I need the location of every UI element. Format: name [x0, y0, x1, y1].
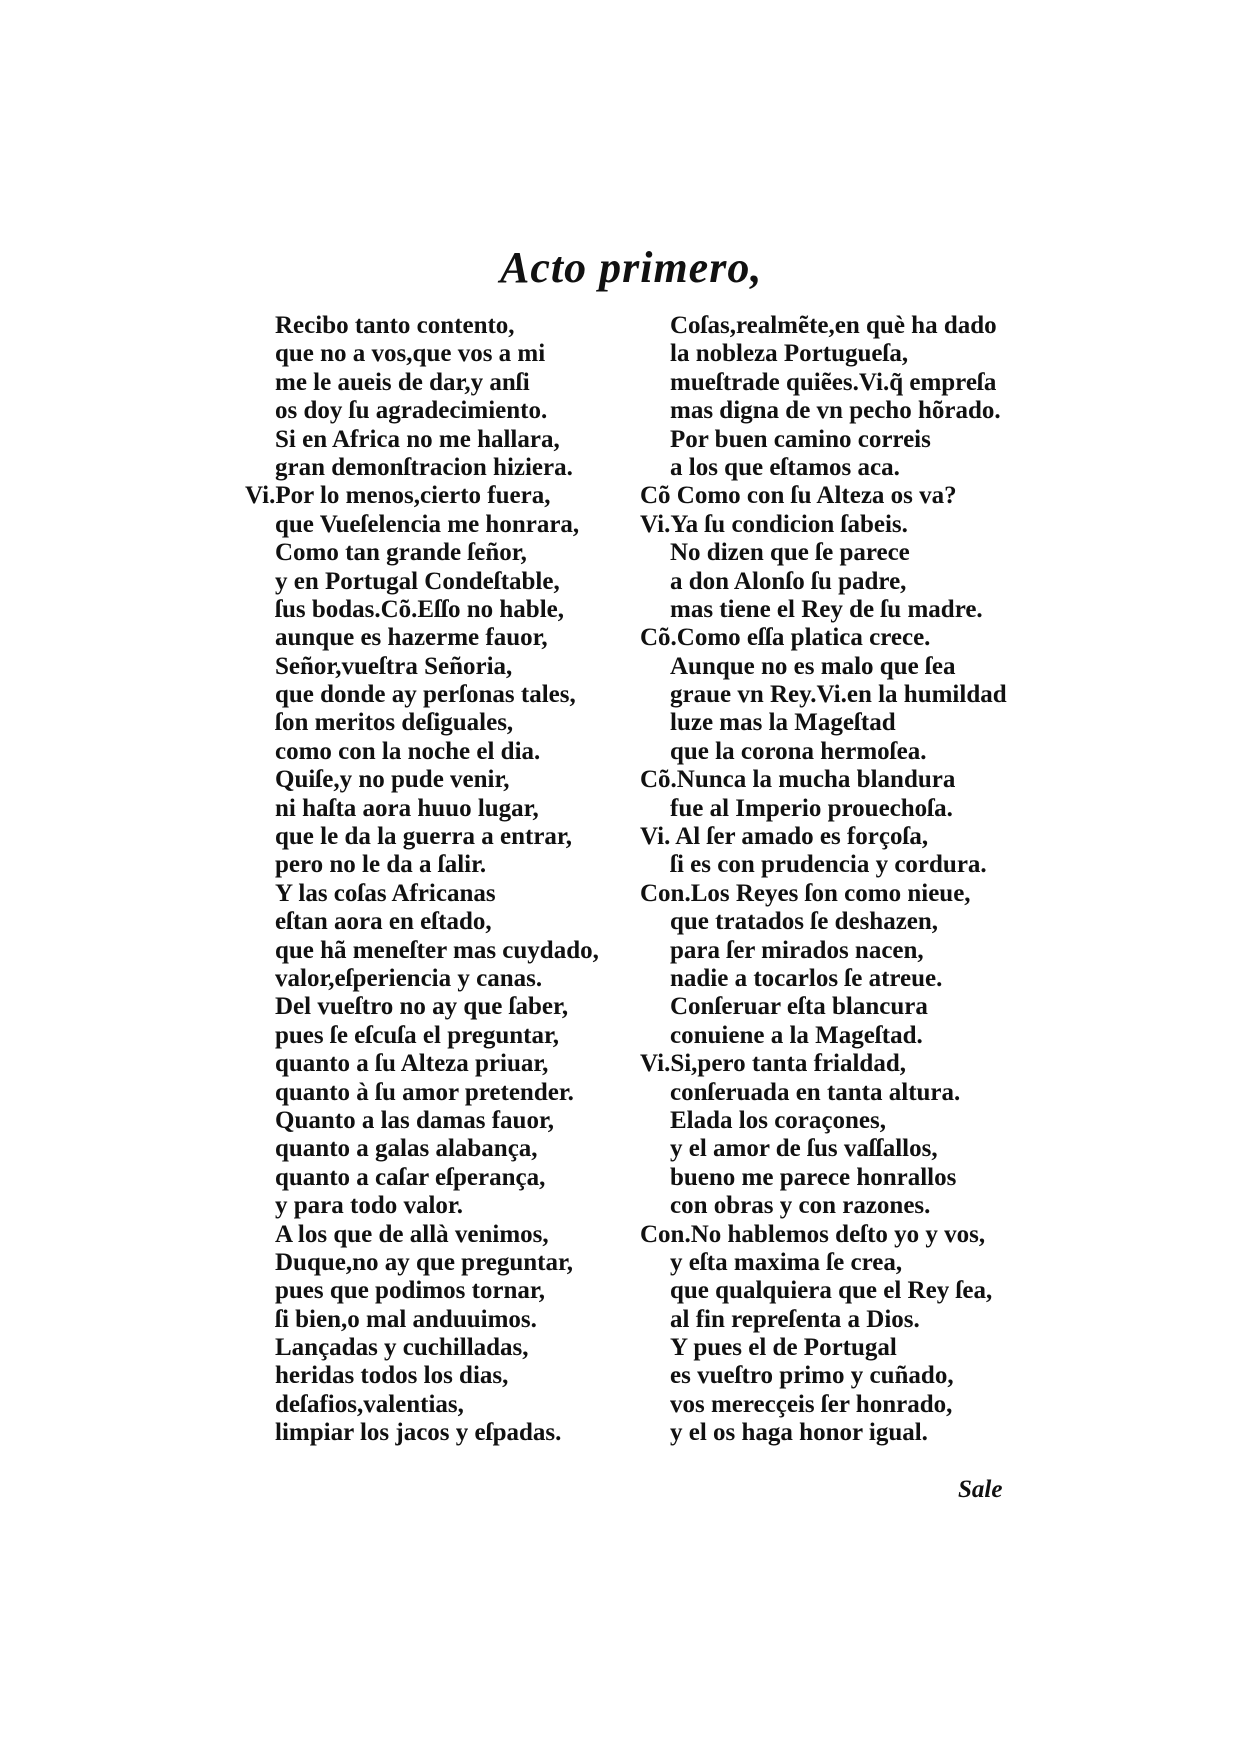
- verse-line: Quiſe,y no pude venir,: [275, 766, 510, 794]
- verse-line: deſafios,valentias,: [275, 1390, 464, 1418]
- verse-line: Aunque no es malo que ſea: [670, 652, 956, 680]
- verse-line: limpiar los jacos y eſpadas.: [275, 1419, 562, 1447]
- verse-line: gran demonſtracion hiziera.: [275, 453, 573, 481]
- verse-line: con obras y con razones.: [670, 1192, 931, 1220]
- verse-line: bueno me parece honrallos: [670, 1163, 957, 1191]
- verse-line: Vi.Si,pero tanta frialdad,: [640, 1050, 906, 1078]
- verse-line: que tratados ſe deshazen,: [670, 908, 939, 936]
- verse-line: Con.No hablemos deſto yo y vos,: [640, 1220, 986, 1248]
- verse-line: Con.Los Reyes ſon como nieue,: [640, 879, 971, 907]
- verse-line: es vueſtro primo y cuñado,: [670, 1362, 954, 1390]
- verse-line: aunque es hazerme fauor,: [275, 624, 548, 652]
- verse-line: conuiene a la Mageſtad.: [670, 1021, 923, 1049]
- running-head: Acto primero,: [500, 243, 763, 292]
- verse-line: Elada los coraçones,: [670, 1106, 886, 1134]
- verse-line: que la corona hermoſea.: [670, 737, 927, 765]
- verse-line: graue vn Rey.Vi.en la humildad: [670, 681, 1007, 709]
- left-text-column: [245, 312, 640, 1448]
- verse-line: Por buen camino correis: [670, 425, 931, 453]
- verse-line: mas digna de vn pecho hõrado.: [670, 397, 1001, 425]
- verse-line: heridas todos los dias,: [275, 1362, 509, 1390]
- verse-line: que le da la guerra a entrar,: [275, 823, 572, 851]
- verse-line: nadie a tocarlos ſe atreue.: [670, 964, 943, 992]
- verse-line: Coſas,realmẽte,en què ha dado: [670, 312, 997, 339]
- verse-line: que donde ay perſonas tales,: [275, 681, 576, 709]
- verse-line: Si en Africa no me hallara,: [275, 425, 560, 453]
- verse-line: y el os haga honor igual.: [670, 1419, 928, 1447]
- verse-line: y en Portugal Condeſtable,: [275, 567, 560, 595]
- verse-line: y eſta maxima ſe crea,: [670, 1248, 903, 1276]
- verse-line: a don Alonſo ſu padre,: [670, 567, 907, 595]
- verse-line: fue al Imperio prouechoſa.: [670, 794, 953, 822]
- verse-line: para ſer mirados nacen,: [670, 936, 924, 964]
- verse-line: al fin repreſenta a Dios.: [670, 1305, 920, 1333]
- verse-line: vos merecçeis ſer honrado,: [670, 1390, 953, 1418]
- right-text-column: [640, 312, 1020, 1448]
- verse-line: mas tiene el Rey de ſu madre.: [670, 595, 983, 623]
- verse-line: Cõ.Nunca la mucha blandura: [640, 766, 956, 794]
- verse-line: conſeruada en tanta altura.: [670, 1078, 961, 1106]
- verse-line: como con la noche el dia.: [275, 737, 541, 765]
- verse-line: pero no le da a ſalir.: [275, 851, 487, 879]
- verse-line: Del vueſtro no ay que ſaber,: [275, 993, 569, 1021]
- verse-line: Lançadas y cuchilladas,: [275, 1334, 529, 1362]
- verse-line: quanto a galas alabança,: [275, 1135, 538, 1163]
- verse-line: Quanto a las damas fauor,: [275, 1106, 554, 1134]
- verse-line: quanto a ſu Alteza priuar,: [275, 1050, 549, 1078]
- verse-line: eſtan aora en eſtado,: [275, 908, 492, 936]
- verse-line: que hã meneſter mas cuydado,: [275, 936, 599, 964]
- verse-line: os doy ſu agradecimiento.: [275, 397, 548, 425]
- verse-line: y el amor de ſus vaſſallos,: [670, 1135, 938, 1163]
- verse-line: pues ſe eſcuſa el preguntar,: [275, 1021, 560, 1049]
- verse-line: Vi.Ya ſu condicion ſabeis.: [640, 510, 908, 538]
- verse-line: Recibo tanto contento,: [275, 312, 515, 339]
- catchword: Sale: [958, 1476, 1003, 1503]
- verse-line: que qualquiera que el Rey ſea,: [670, 1277, 993, 1305]
- verse-line: Conſeruar eſta blancura: [670, 993, 928, 1021]
- verse-line: a los que eſtamos aca.: [670, 453, 900, 481]
- verse-line: ſus bodas.Cõ.Eſſo no hable,: [275, 595, 564, 623]
- verse-line: mueſtrade quiẽes.Vi.q̃ empreſa: [670, 368, 997, 396]
- verse-line: A los que de allà venimos,: [275, 1220, 549, 1248]
- verse-line: Cõ Como con ſu Alteza os va?: [640, 482, 957, 510]
- verse-line: Vi.Por lo menos,cierto fuera,: [245, 482, 551, 510]
- verse-line: valor,eſperiencia y canas.: [275, 964, 543, 992]
- verse-line: Como tan grande ſeñor,: [275, 539, 527, 567]
- verse-line: quanto à ſu amor pretender.: [275, 1078, 574, 1106]
- verse-line: luze mas la Mageſtad: [670, 709, 896, 737]
- verse-line: me le aueis de dar,y anſi: [275, 368, 530, 396]
- verse-line: No dizen que ſe parece: [670, 539, 910, 567]
- verse-line: pues que podimos tornar,: [275, 1277, 545, 1305]
- verse-line: ſon meritos deſiguales,: [275, 709, 514, 737]
- verse-line: Y pues el de Portugal: [670, 1334, 897, 1362]
- verse-line: Y las coſas Africanas: [275, 879, 496, 907]
- verse-line: ni haſta aora huuo lugar,: [275, 794, 539, 822]
- verse-line: quanto a caſar eſperança,: [275, 1163, 546, 1191]
- verse-line: que no a vos,que vos a mi: [275, 340, 546, 368]
- verse-line: que Vueſelencia me honrara,: [275, 510, 580, 538]
- verse-line: la nobleza Portugueſa,: [670, 340, 909, 368]
- verse-line: Cõ.Como eſſa platica crece.: [640, 624, 931, 652]
- verse-line: Vi. Al ſer amado es forçoſa,: [640, 823, 929, 851]
- verse-line: ſi bien,o mal anduuimos.: [275, 1305, 537, 1333]
- verse-line: y para todo valor.: [275, 1192, 463, 1220]
- verse-line: ſi es con prudencia y cordura.: [670, 851, 987, 879]
- verse-line: Duque,no ay que preguntar,: [275, 1248, 573, 1276]
- verse-line: Señor,vueſtra Señoria,: [275, 652, 513, 680]
